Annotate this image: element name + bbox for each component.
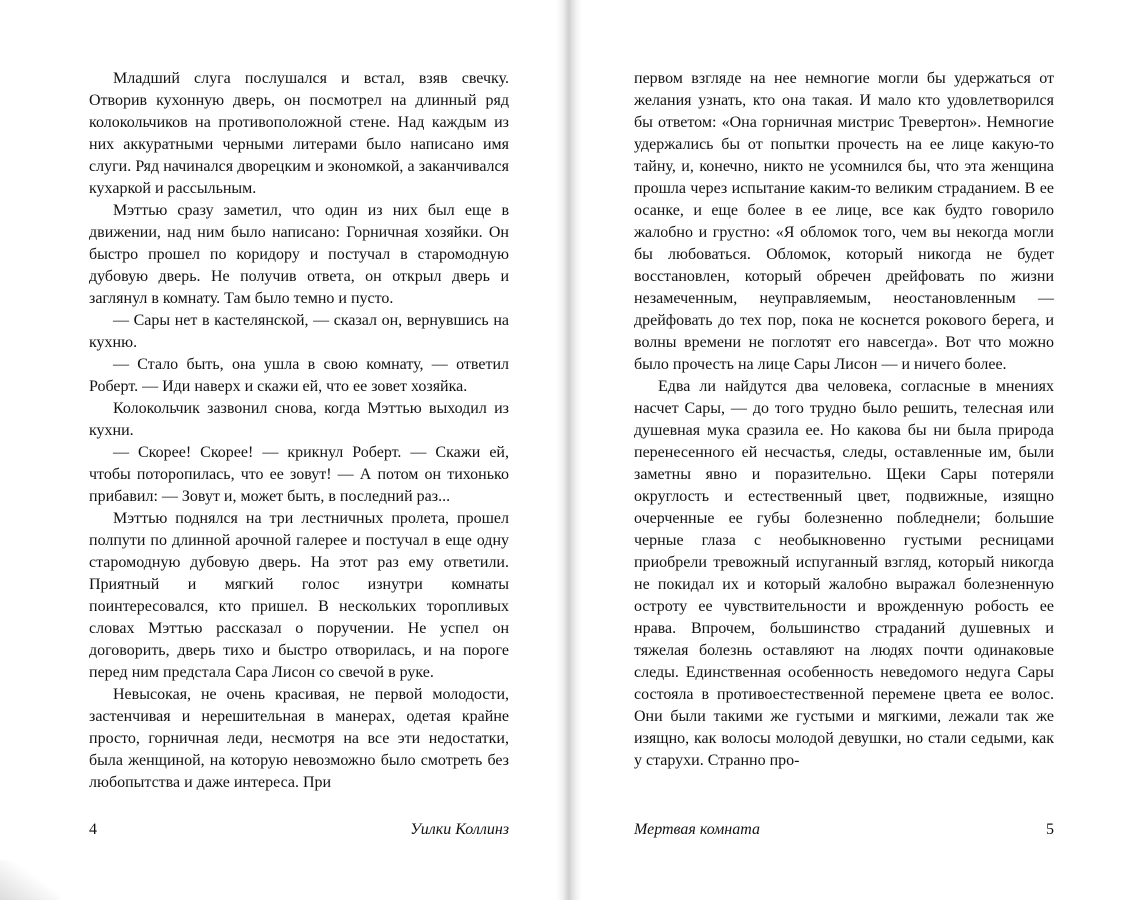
page-number: 5: [1046, 821, 1054, 838]
right-page-text: [634, 68, 1054, 772]
paragraph: — Сары нет в кастелянской, — сказал он, вернувшись на кухню.: [89, 312, 509, 351]
running-title-book: Мертвая комната: [634, 821, 760, 838]
paragraph: Колокольчик зазвонил снова, когда Мэттью выходил из кухни.: [89, 400, 509, 439]
running-title-author: Уилки Коллинз: [410, 821, 509, 838]
paragraph: первом взгляде на нее немногие могли бы удержаться от желания узнать, кто она такая. И мало кто удовлетворился бы ответом: «Она горничная мистрис Тревертон». Немногие удержались бы от попытки прочесть на ее лице какую-то тайну, и, конечно, никто не усомнился бы, что эта женщина прошла через испытание каким-то великим страданием. В ее осанке, и еще более в ее лице, все как будто говорило жалобно и грустно: «Я обломок того, чем вы некогда могли бы любоваться. Обломок, который никогда не будет восстановлен, который обречен дрейфовать по жизни незамеченным, неуправляемым, неостановленным — дрейфовать до тех пор, пока не коснется рокового берега, и волны времени не поглотят его навсегда». Вот что можно было прочесть на лице Сары Лисон — и ничего более.: [634, 70, 1054, 373]
left-page-text: [89, 68, 509, 794]
left-page-footer: [89, 819, 509, 841]
paragraph: — Стало быть, она ушла в свою комнату, — ответил Роберт. — Иди наверх и скажи ей, что ее зовет хозяйка.: [89, 356, 509, 395]
page-number: 4: [89, 821, 97, 838]
paragraph: Младший слуга послушался и встал, взяв свечку. Отворив кухонную дверь, он посмотрел на длинный ряд колокольчиков на противоположной стене. Над каждым из них аккуратными черными литерами было написано имя слуги. Ряд начинался дворецким и экономкой, а заканчивался кухаркой и рассыльным.: [89, 70, 509, 197]
paragraph: Мэттью поднялся на три лестничных пролета, прошел полпути по длинной арочной галерее и постучал в еще одну старомодную дубовую дверь. На этот раз ему ответили. Приятный и мягкий голос изнутри комнаты поинтересовался, кто пришел. В нескольких торопливых словах Мэттью рассказал о поручении. Не успел он договорить, дверь тихо и быстро отворилась, и на пороге перед ним предстала Сара Лисон со свечой в руке.: [89, 510, 509, 681]
paragraph: Едва ли найдутся два человека, согласные в мнениях насчет Сары, — до того трудно было решить, телесная или душевная мука сразила ее. Но какова бы ни была природа перенесенного ей несчастья, следы, оставленные им, были заметны явно и поразительно. Щеки Сары потеряли округлость и естественный цвет, подвижные, изящно очерченные ее губы болезненно побледнели; большие черные глаза с необыкновенно густыми ресницами приобрели тревожный испуганный взгляд, который никогда не покидал их и который жалобно выражал болезненную остроту ее чувствительности и врожденную робость ее нрава. Впрочем, большинство страданий душевных и тяжелая болезнь оставляют на людях почти одинаковые следы. Единственная особенность неведомого недуга Сары состояла в противоестественной перемене цвета ее волос. Они были такими же густыми и мягкими, лежали так же изящно, как волосы молодой девушки, но стали седыми, как у старухи. Странно про-: [634, 378, 1054, 769]
page-corner-shadow: [0, 860, 60, 900]
book-gutter-shadow: [556, 0, 582, 900]
left-page: [0, 0, 566, 900]
paragraph: Мэттью сразу заметил, что один из них был еще в движении, над ним было написано: Горничная хозяйки. Он быстро прошел по коридору и постучал в старомодную дубовую дверь. Не получив ответа, он открыл дверь и заглянул в комнату. Там было темно и пусто.: [89, 202, 509, 307]
paragraph: Невысокая, не очень красивая, не первой молодости, застенчивая и нерешительная в манерах, одетая крайне просто, горничная леди, несмотря на все эти недостатки, была женщиной, на которую невозможно было смотреть без любопытства и даже интереса. При: [89, 686, 509, 791]
paragraph: — Скорее! Скорее! — крикнул Роберт. — Скажи ей, чтобы поторопилась, что ее зовут! — А потом он тихонько прибавил: — Зовут и, может быть, в последний раз...: [89, 444, 509, 505]
right-page-footer: [634, 819, 1054, 841]
right-page: [572, 0, 1141, 900]
